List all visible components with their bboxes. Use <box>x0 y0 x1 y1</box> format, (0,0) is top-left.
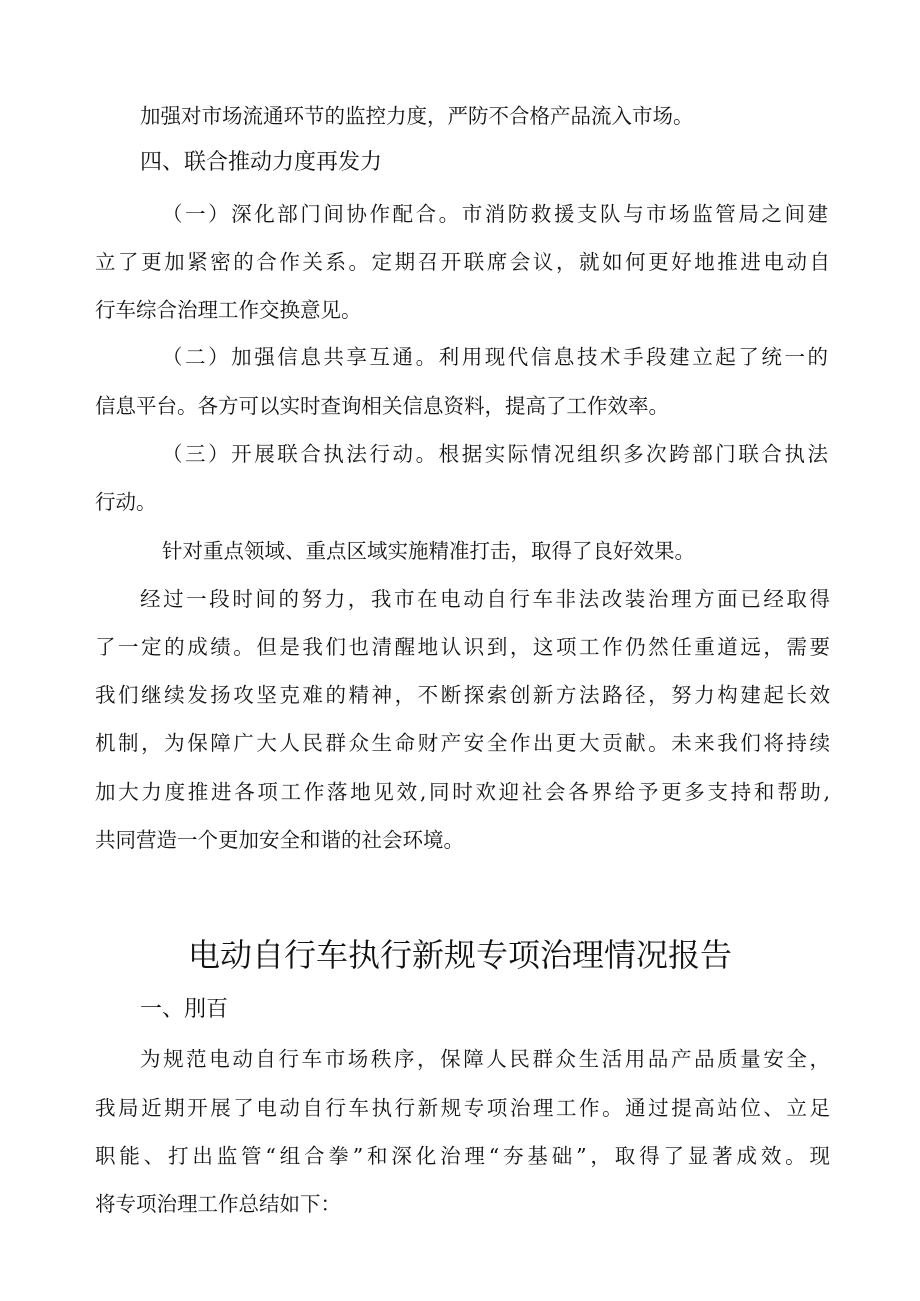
paragraph-line: 共同营造一个更加安全和谐的社会环境。 <box>95 828 464 852</box>
paragraph-line: （一）深化部门间协作配合。市消防救援支队与市场监管局之间建 <box>162 202 828 226</box>
paragraph-line: 经过一段时间的努力，我市在电动自行车非法改装治理方面已经取得 <box>140 587 830 611</box>
paragraph-line: 我局近期开展了电动自行车执行新规专项治理工作。通过提高站位、立足 <box>95 1096 830 1120</box>
paragraph-line: 立了更加紧密的合作关系。定期召开联席会议，就如何更好地推进电动自 <box>95 250 830 274</box>
paragraph-line: （三）开展联合执法行动。根据实际情况组织多次跨部门联合执法 <box>162 442 828 466</box>
paragraph-line: 了一定的成绩。但是我们也清醒地认识到，这项工作仍然任重道远，需要 <box>95 635 830 659</box>
paragraph-line: 职能、打出监管“组合拳”和深化治理“夯基础”，取得了显著成效。现 <box>95 1144 830 1168</box>
report-title: 电动自行车执行新规专项治理情况报告 <box>187 936 732 974</box>
paragraph-line: 我们继续发扬攻坚克难的精神，不断探索创新方法路径，努力构建起长效 <box>95 683 830 707</box>
paragraph-line: 为规范电动自行车市场秩序，保障人民群众生活用品产品质量安全， <box>140 1047 830 1071</box>
paragraph-line: 机制，为保障广大人民群众生命财产安全作出更大贡献。未来我们将持续 <box>95 731 830 755</box>
paragraph-line: （二）加强信息共享互通。利用现代信息技术手段建立起了统一的 <box>162 345 828 369</box>
paragraph-line: 针对重点领域、重点区域实施精准打击，取得了良好效果。 <box>162 539 695 563</box>
paragraph-line: 信息平台。各方可以实时查询相关信息资料，提高了工作效率。 <box>95 394 669 418</box>
paragraph-line: 行动。 <box>95 490 157 514</box>
paragraph-line: 加强对市场流通环节的监控力度，严防不合格产品流入市场。 <box>140 104 694 128</box>
paragraph-line: 加大力度推进各项工作落地见效,同时欢迎社会各界给予更多支持和帮助, <box>95 780 830 804</box>
section-heading: 四、联合推动力度再发力 <box>140 150 383 175</box>
paragraph-line: 行车综合治理工作交换意见。 <box>95 298 362 322</box>
paragraph-line: 将专项治理工作总结如下： <box>95 1192 341 1216</box>
section-heading: 一、刖百 <box>140 997 229 1022</box>
